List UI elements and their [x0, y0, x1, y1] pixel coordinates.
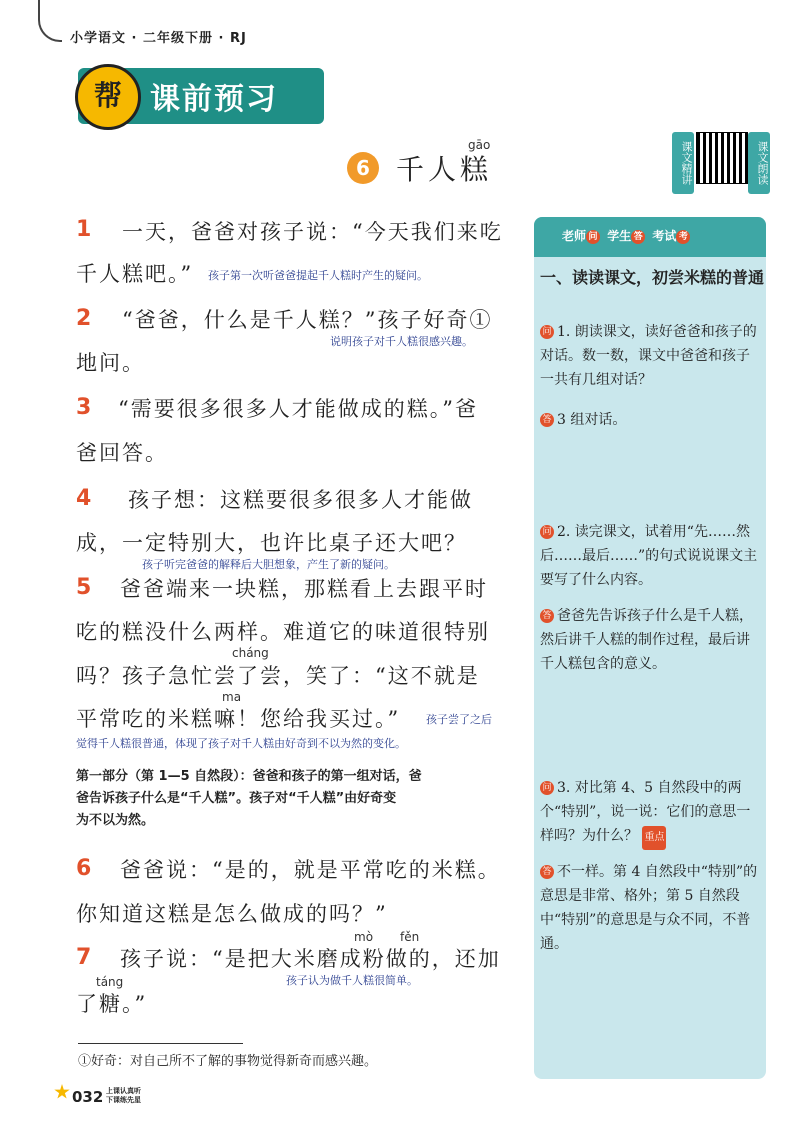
paragraph-number: 4	[76, 486, 92, 511]
title-pinyin: gāo	[468, 138, 491, 152]
side-section-title: 一、读读课文，初尝米糕的普通	[540, 268, 765, 287]
text-line: 吃的糕没什么两样。难道它的味道很特别	[76, 620, 490, 644]
qr-label-right: 课文朗读	[748, 132, 770, 194]
answer-text: 3 组对话。	[557, 412, 627, 428]
text-line: 你知道这糕是怎么做成的吗？”	[76, 902, 388, 926]
annotation-note: 觉得千人糕很普通，体现了孩子对千人糕由好奇到不以为然的变化。	[76, 737, 406, 750]
text-line: 平常吃的米糕嘛！您给我买过。”	[76, 707, 401, 731]
lesson-title: 千人糕	[396, 153, 493, 186]
summary-line: 爸告诉孩子什么是“千人糕”。孩子对“千人糕”由好奇变	[76, 791, 397, 806]
footer-slogan	[106, 1087, 141, 1105]
paragraph-number: 2	[76, 306, 92, 331]
summary-line: 为不以为然。	[76, 813, 155, 828]
paragraph-number: 1	[76, 217, 92, 242]
pinyin: mò	[354, 930, 374, 944]
pinyin: ma	[222, 690, 242, 704]
lesson-number: 6	[347, 152, 379, 184]
text-line: 爸爸说：“是的，就是平常吃的米糕。	[120, 858, 501, 882]
page-number: 032	[72, 1088, 104, 1106]
text-line: 吗？孩子急忙尝了尝，笑了：“这不就是	[76, 664, 480, 688]
slogan-line: 下课练先星	[106, 1096, 141, 1104]
text-line: 一天，爸爸对孩子说：“今天我们来吃	[122, 220, 503, 244]
banner-title: 课前预习	[150, 82, 278, 117]
head-exam: 考试	[652, 229, 677, 243]
answer-icon: 答	[540, 413, 554, 427]
exam-icon: 考	[676, 230, 690, 244]
annotation-note: 孩子第一次听爸爸提起千人糕时产生的疑问。	[208, 269, 428, 282]
question-text: 1. 朗读课文，读好爸爸和孩子的对话。数一数，课文中爸爸和孩子一共有几组对话？	[540, 324, 757, 388]
book-header: 小学语文 · 二年级下册 · RJ	[70, 31, 247, 46]
text-line: 地问。	[76, 351, 145, 375]
answer-1	[540, 408, 762, 432]
question-icon: 问	[540, 525, 554, 539]
question-icon: 问	[540, 781, 554, 795]
question-icon: 问	[540, 325, 554, 339]
pinyin: fěn	[400, 930, 420, 944]
text-line: “需要很多很多人才能做成的糕。”爸	[118, 397, 478, 421]
text-line: “爸爸，什么是千人糕？”孩子好奇①	[122, 308, 493, 332]
paragraph-number: 3	[76, 395, 92, 420]
key-point-badge: 重点	[642, 826, 666, 850]
text-line: 孩子想：这糕要很多很多人才能做	[128, 488, 473, 512]
head-teacher: 老师	[562, 229, 587, 243]
star-icon	[54, 1084, 70, 1100]
head-student: 学生	[607, 229, 632, 243]
answer-text: 不一样。第 4 自然段中“特别”的意思是非常、格外；第 5 自然段中“特别”的意思是与众不同，不普通。	[540, 864, 758, 952]
pinyin: táng	[96, 975, 124, 989]
pinyin: cháng	[232, 646, 269, 660]
text-line: 爸回答。	[76, 441, 168, 465]
ask-icon: 问	[586, 230, 600, 244]
qa-panel-header-text	[562, 227, 693, 244]
qr-code-icon[interactable]	[696, 132, 748, 184]
summary-line: 第一部分（第 1—5 自然段）：爸爸和孩子的第一组对话，爸	[76, 769, 422, 784]
badge-label: 帮	[93, 79, 122, 112]
text-line: 了糖。”	[76, 992, 148, 1016]
annotation-note: 孩子听完爸爸的解释后大胆想象，产生了新的疑问。	[142, 558, 395, 571]
annotation-note: 孩子尝了之后	[426, 713, 492, 726]
text-line: 千人糕吧。”	[76, 262, 194, 286]
question-1	[540, 320, 762, 392]
question-3	[540, 776, 762, 850]
answer-3	[540, 860, 762, 956]
corner-decoration	[38, 0, 62, 42]
text-line: 爸爸端来一块糕，那糕看上去跟平时	[120, 577, 488, 601]
question-text: 2. 读完课文，试着用“先……然后……最后……”的句式说说课文主要写了什么内容。	[540, 524, 758, 588]
question-text: 3. 对比第 4、5 自然段中的两个“特别”，说一说：它们的意思一样吗？为什么？	[540, 780, 751, 844]
answer-icon: 答	[540, 609, 554, 623]
text-line: 孩子说：“是把大米磨成粉做的，还加	[120, 947, 501, 971]
paragraph-number: 6	[76, 856, 92, 881]
slogan-line: 上课认真听	[106, 1087, 141, 1095]
question-2	[540, 520, 762, 592]
answer-icon: 答	[631, 230, 645, 244]
text-line: 成，一定特别大，也许比桌子还大吧？	[76, 531, 467, 555]
annotation-note: 说明孩子对千人糕很感兴趣。	[330, 335, 473, 348]
answer-icon: 答	[540, 865, 554, 879]
annotation-note: 孩子认为做千人糕很简单。	[286, 974, 418, 987]
footnote-divider	[78, 1043, 243, 1044]
qr-label-left: 课文精讲	[672, 132, 694, 194]
paragraph-number: 7	[76, 945, 92, 970]
answer-text: 爸爸先告诉孩子什么是千人糕，然后讲千人糕的制作过程，最后讲千人糕包含的意义。	[540, 608, 753, 672]
answer-2	[540, 604, 762, 676]
paragraph-number: 5	[76, 575, 92, 600]
footnote: ①好奇：对自己所不了解的事物觉得新奇而感兴趣。	[78, 1054, 378, 1069]
